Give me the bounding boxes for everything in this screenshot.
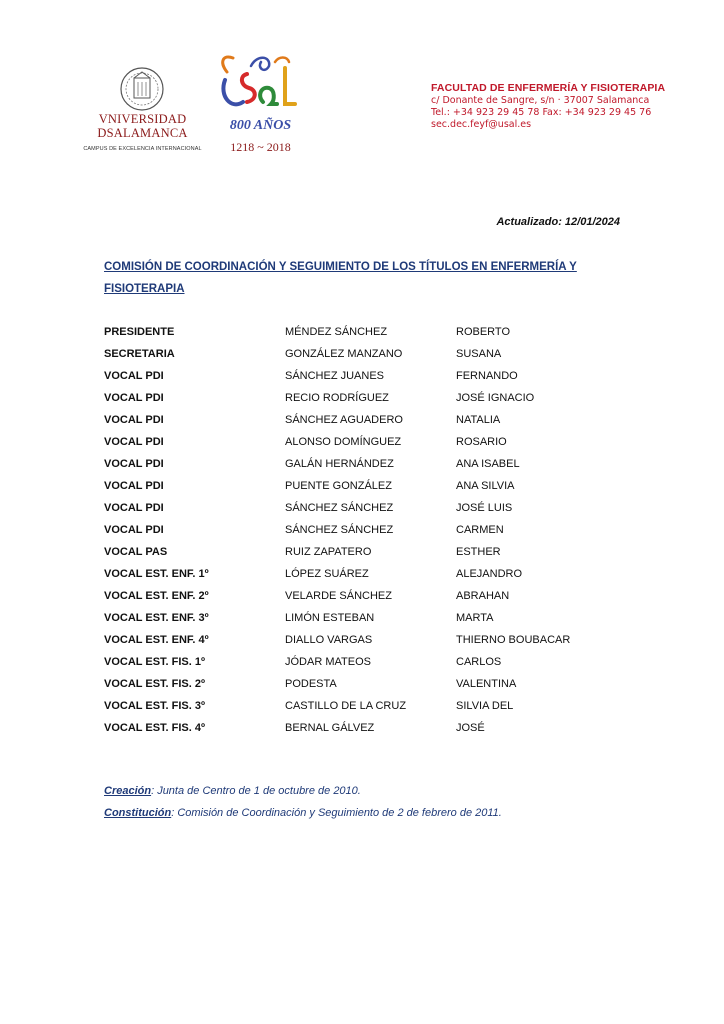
university-name-line1: VNIVERSIDAD — [98, 112, 187, 126]
member-surname: JÓDAR MATEOS — [285, 656, 371, 668]
member-role: SECRETARIA — [104, 348, 175, 360]
member-surname: VELARDE SÁNCHEZ — [285, 590, 392, 602]
member-surname: DIALLO VARGAS — [285, 634, 373, 646]
member-role: VOCAL PDI — [104, 480, 164, 492]
member-role: PRESIDENTE — [104, 326, 175, 338]
member-role: VOCAL PDI — [104, 502, 164, 514]
member-role: VOCAL PAS — [104, 546, 168, 558]
member-role: VOCAL EST. FIS. 3º — [104, 700, 206, 712]
constitution-label: Constitución — [104, 807, 172, 819]
member-given-name: SUSANA — [456, 348, 502, 360]
university-seal-icon — [116, 66, 168, 112]
member-surname: BERNAL GÁLVEZ — [285, 722, 375, 734]
faculty-email[interactable]: sec.dec.feyf@usal.es — [431, 119, 532, 130]
member-role: VOCAL PDI — [104, 524, 164, 536]
creation-text: : Junta de Centro de 1 de octubre de 2010. — [151, 785, 361, 797]
member-role: VOCAL EST. ENF. 2º — [104, 590, 209, 602]
member-surname: CASTILLO DE LA CRUZ — [285, 700, 407, 712]
footer-notes — [104, 780, 502, 824]
member-surname: PODESTA — [285, 678, 337, 690]
member-surname: GONZÁLEZ MANZANO — [285, 348, 403, 360]
member-given-name: FERNANDO — [456, 370, 518, 382]
constitution-note — [104, 802, 502, 824]
member-given-name: ANA SILVIA — [456, 480, 515, 492]
member-given-name: ANA ISABEL — [456, 458, 520, 470]
member-surname: LÓPEZ SUÁREZ — [285, 568, 369, 580]
member-surname: SÁNCHEZ AGUADERO — [285, 414, 403, 426]
creation-note — [104, 780, 502, 802]
university-logo — [80, 66, 205, 161]
member-surname: RUIZ ZAPATERO — [285, 546, 372, 558]
member-given-name: CARMEN — [456, 524, 504, 536]
member-given-name: JOSÉ IGNACIO — [456, 392, 535, 404]
member-surname: RECIO RODRÍGUEZ — [285, 392, 389, 404]
member-given-name: CARLOS — [456, 656, 502, 668]
member-surname: PUENTE GONZÁLEZ — [285, 480, 392, 492]
member-given-name: ABRAHAN — [456, 590, 510, 602]
faculty-name: FACULTAD DE ENFERMERÍA Y FISIOTERAPIA — [431, 82, 666, 94]
member-given-name: VALENTINA — [456, 678, 517, 690]
member-given-name: ROSARIO — [456, 436, 507, 448]
member-role: VOCAL EST. FIS. 4º — [104, 722, 206, 734]
member-surname: ALONSO DOMÍNGUEZ — [285, 436, 402, 448]
university-tagline: CAMPUS DE EXCELENCIA INTERNACIONAL — [83, 146, 202, 152]
member-role: VOCAL PDI — [104, 370, 164, 382]
member-role: VOCAL EST. ENF. 4º — [104, 634, 209, 646]
member-role: VOCAL PDI — [104, 392, 164, 404]
member-surname: LIMÓN ESTEBAN — [285, 612, 375, 624]
member-given-name: SILVIA DEL — [456, 700, 514, 712]
updated-date: Actualizado: 12/01/2024 — [496, 216, 620, 228]
member-role: VOCAL PDI — [104, 458, 164, 470]
member-given-name: JOSÉ LUIS — [456, 502, 513, 514]
anniversary-dates: 1218 ~ 2018 — [230, 140, 291, 154]
university-name — [80, 112, 205, 140]
member-given-name: NATALIA — [456, 414, 501, 426]
member-role: VOCAL EST. ENF. 1º — [104, 568, 209, 580]
document-title: COMISIÓN DE COORDINACIÓN Y SEGUIMIENTO DE LOS TÍTULOS EN ENFERMERÍA Y FISIOTERAPIA — [104, 261, 577, 295]
member-given-name: ROBERTO — [456, 326, 510, 338]
member-surname: SÁNCHEZ JUANES — [285, 370, 385, 382]
member-given-name: ESTHER — [456, 546, 501, 558]
member-surname: SÁNCHEZ SÁNCHEZ — [285, 524, 394, 536]
member-surname: GALÁN HERNÁNDEZ — [285, 458, 394, 470]
faculty-contact — [431, 81, 691, 131]
member-given-name: THIERNO BOUBACAR — [456, 634, 571, 646]
member-role: VOCAL PDI — [104, 414, 164, 426]
university-name-line2: DSALAMANCA — [97, 126, 188, 140]
anniversary-years: 800 AÑOS — [229, 118, 292, 133]
constitution-text: : Comisión de Coordinación y Seguimiento de 2 de febrero de 2011. — [171, 807, 502, 819]
anniversary-logo — [213, 52, 308, 157]
member-role: VOCAL PDI — [104, 436, 164, 448]
member-surname: MÉNDEZ SÁNCHEZ — [285, 326, 388, 338]
member-surname: SÁNCHEZ SÁNCHEZ — [285, 502, 394, 514]
faculty-address: c/ Donante de Sangre, s/n · 37007 Salamanca — [431, 95, 650, 106]
usal-anniversary-icon — [213, 52, 308, 118]
member-given-name: MARTA — [456, 612, 494, 624]
member-role: VOCAL EST. FIS. 1º — [104, 656, 206, 668]
member-given-name: ALEJANDRO — [456, 568, 523, 580]
creation-label: Creación — [104, 785, 152, 797]
faculty-phones: Tel.: +34 923 29 45 78 Fax: +34 923 29 45 76 — [431, 107, 652, 118]
member-role: VOCAL EST. FIS. 2º — [104, 678, 206, 690]
member-role: VOCAL EST. ENF. 3º — [104, 612, 209, 624]
member-given-name: JOSÉ — [456, 722, 485, 734]
